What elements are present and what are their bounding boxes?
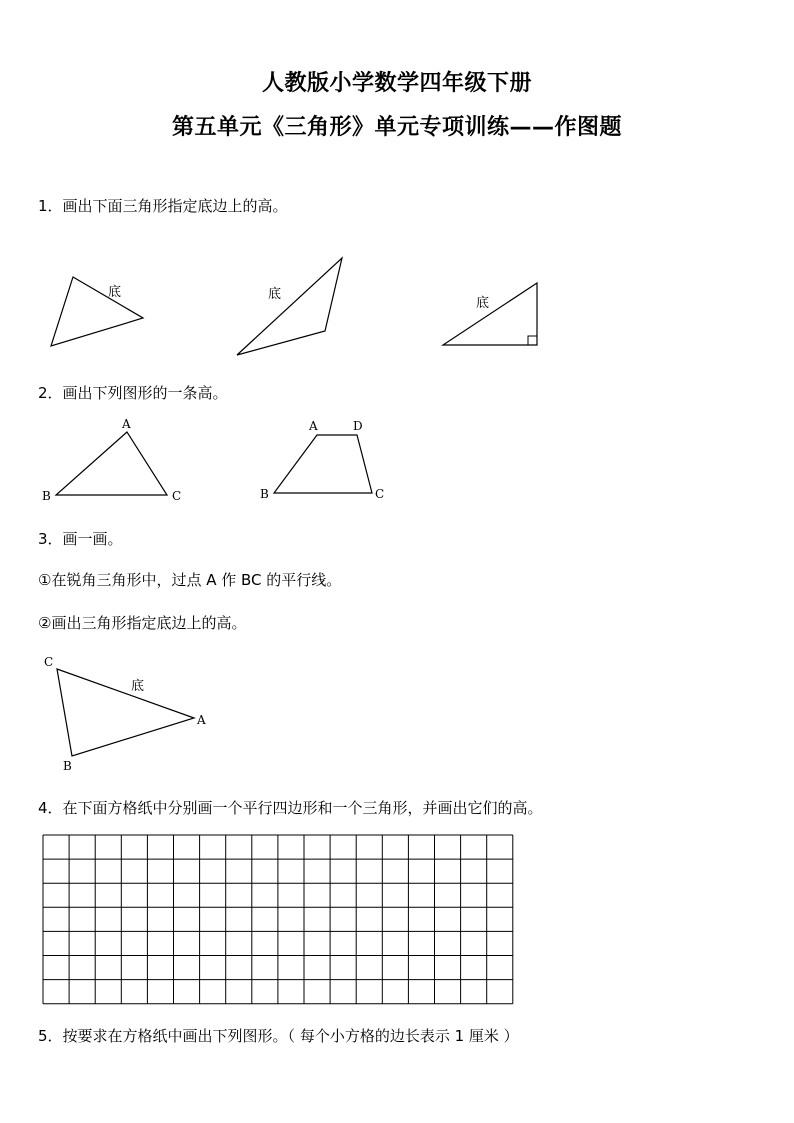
vertex-label-c: C [44, 655, 54, 669]
page-title: 人教版小学数学四年级下册 [261, 71, 532, 96]
base-label: 底 [131, 679, 145, 694]
question-3: 3．画一画。 [38, 530, 123, 548]
vertex-label-a: A [122, 417, 131, 431]
vertex-label-b: B [63, 759, 72, 773]
base-label: 底 [108, 285, 122, 300]
question-3-part-1: ①在锐角三角形中，过点 A 作 BC 的平行线。 [38, 571, 342, 589]
question-4: 4．在下面方格纸中分别画一个平行四边形和一个三角形，并画出它们的高。 [38, 799, 543, 817]
vertex-label-b: B [260, 487, 269, 501]
question-1: 1．画出下面三角形指定底边上的高。 [38, 197, 288, 215]
vertex-label-a: A [309, 419, 318, 433]
vertex-label-c: C [172, 489, 182, 503]
vertex-label-c: C [375, 487, 385, 501]
vertex-label-a: A [197, 713, 206, 727]
square-grid [43, 835, 515, 1005]
vertex-label-d: D [353, 419, 363, 433]
vertex-label-b: B [42, 489, 51, 503]
base-label: 底 [268, 287, 282, 302]
base-label: 底 [476, 296, 490, 311]
question-3-part-2: ②画出三角形指定底边上的高。 [38, 614, 247, 632]
question-2: 2．画出下列图形的一条高。 [38, 384, 228, 402]
question-5: 5．按要求在方格纸中画出下列图形。（ 每个小方格的边长表示 1 厘米 ） [38, 1027, 519, 1045]
page-subtitle: 第五单元《三角形》单元专项训练——作图题 [171, 115, 622, 140]
